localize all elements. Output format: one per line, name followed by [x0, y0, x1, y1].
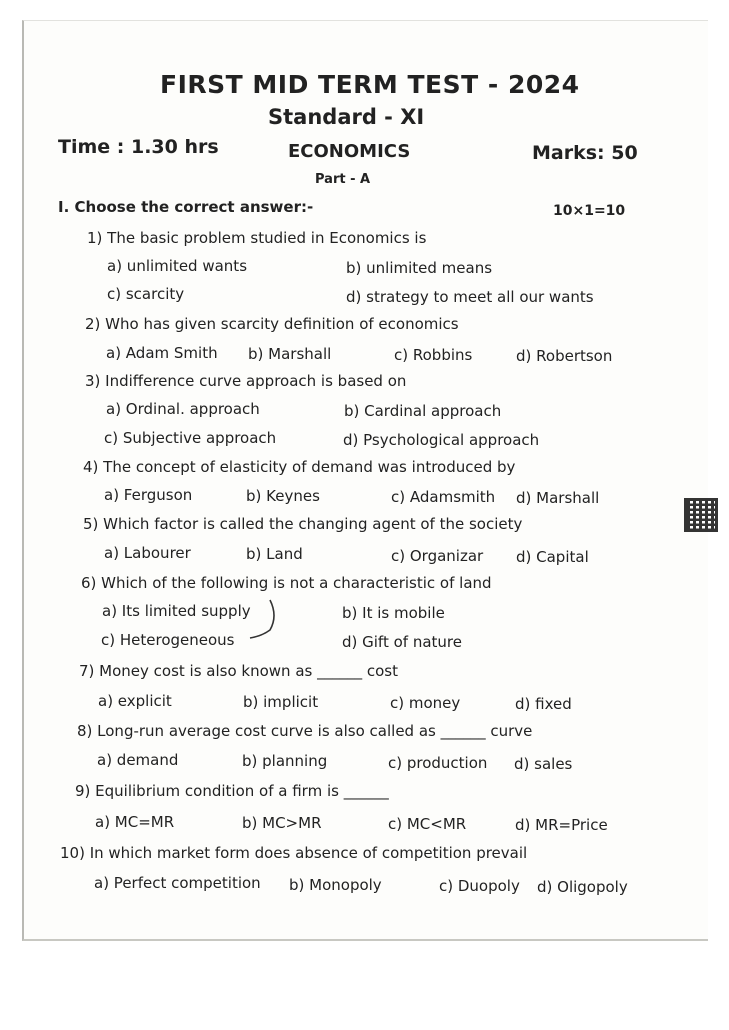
q10-option-a: a) Perfect competition: [94, 874, 261, 892]
q9-option-b: b) MC>MR: [242, 814, 322, 832]
q8-option-d: d) sales: [514, 755, 573, 773]
marks-label: Marks: 50: [532, 142, 638, 164]
q4-option-a: a) Ferguson: [104, 486, 193, 504]
pen-mark-icon: [244, 596, 284, 642]
question-10: 10) In which market form does absence of competition prevail: [60, 844, 528, 862]
q7-option-d: d) fixed: [515, 695, 572, 713]
qr-code-icon: [684, 498, 718, 532]
q7-option-a: a) explicit: [98, 692, 172, 710]
q3-option-c: c) Subjective approach: [104, 429, 277, 447]
standard-label: Standard - XI: [268, 105, 425, 129]
q8-option-b: b) planning: [242, 752, 328, 770]
q10-option-b: b) Monopoly: [289, 876, 382, 894]
q3-option-b: b) Cardinal approach: [344, 402, 502, 420]
q5-option-b: b) Land: [246, 545, 303, 563]
q9-option-c: c) MC<MR: [388, 815, 467, 833]
q10-option-c: c) Duopoly: [439, 877, 520, 895]
q6-option-d: d) Gift of nature: [342, 633, 462, 651]
q7-option-b: b) implicit: [243, 693, 319, 711]
q2-option-a: a) Adam Smith: [106, 344, 218, 362]
q5-option-d: d) Capital: [516, 548, 589, 566]
question-4: 4) The concept of elasticity of demand was introduced by: [83, 458, 516, 476]
q3-option-d: d) Psychological approach: [343, 431, 540, 449]
q5-option-c: c) Organizar: [391, 547, 484, 565]
exam-title: FIRST MID TERM TEST - 2024: [160, 70, 580, 99]
q8-option-a: a) demand: [97, 751, 179, 769]
part-label: Part - A: [315, 172, 371, 187]
q6-option-c: c) Heterogeneous: [101, 631, 235, 649]
section-instruction: I. Choose the correct answer:-: [58, 198, 314, 216]
question-8: 8) Long-run average cost curve is also called as ______ curve: [77, 722, 533, 740]
q8-option-c: c) production: [388, 754, 488, 772]
q4-option-d: d) Marshall: [516, 489, 600, 507]
q1-option-b: b) unlimited means: [346, 259, 493, 277]
q3-option-a: a) Ordinal. approach: [106, 400, 260, 418]
q9-option-a: a) MC=MR: [95, 813, 175, 831]
q4-option-b: b) Keynes: [246, 487, 320, 505]
section-score: 10×1=10: [553, 203, 626, 219]
q1-option-d: d) strategy to meet all our wants: [346, 288, 594, 306]
q2-option-d: d) Robertson: [516, 347, 613, 365]
question-5: 5) Which factor is called the changing agent of the society: [83, 515, 523, 533]
q9-option-d: d) MR=Price: [515, 816, 608, 834]
question-2: 2) Who has given scarcity definition of economics: [85, 315, 459, 333]
q6-option-b: b) It is mobile: [342, 604, 445, 622]
q5-option-a: a) Labourer: [104, 544, 191, 562]
question-9: 9) Equilibrium condition of a firm is ______: [75, 782, 389, 800]
q1-option-a: a) unlimited wants: [107, 257, 248, 275]
question-1: 1) The basic problem studied in Economics is: [87, 229, 427, 247]
question-6: 6) Which of the following is not a characteristic of land: [81, 574, 492, 592]
q6-option-a: a) Its limited supply: [102, 602, 251, 620]
question-3: 3) Indifference curve approach is based on: [85, 372, 407, 390]
subject-label: ECONOMICS: [288, 141, 411, 162]
q4-option-c: c) Adamsmith: [391, 488, 496, 506]
q2-option-b: b) Marshall: [248, 345, 332, 363]
question-7: 7) Money cost is also known as ______ cost: [79, 662, 398, 680]
q10-option-d: d) Oligopoly: [537, 878, 628, 896]
q2-option-c: c) Robbins: [394, 346, 473, 364]
q7-option-c: c) money: [390, 694, 461, 712]
q1-option-c: c) scarcity: [107, 285, 185, 303]
time-label: Time : 1.30 hrs: [58, 136, 219, 158]
